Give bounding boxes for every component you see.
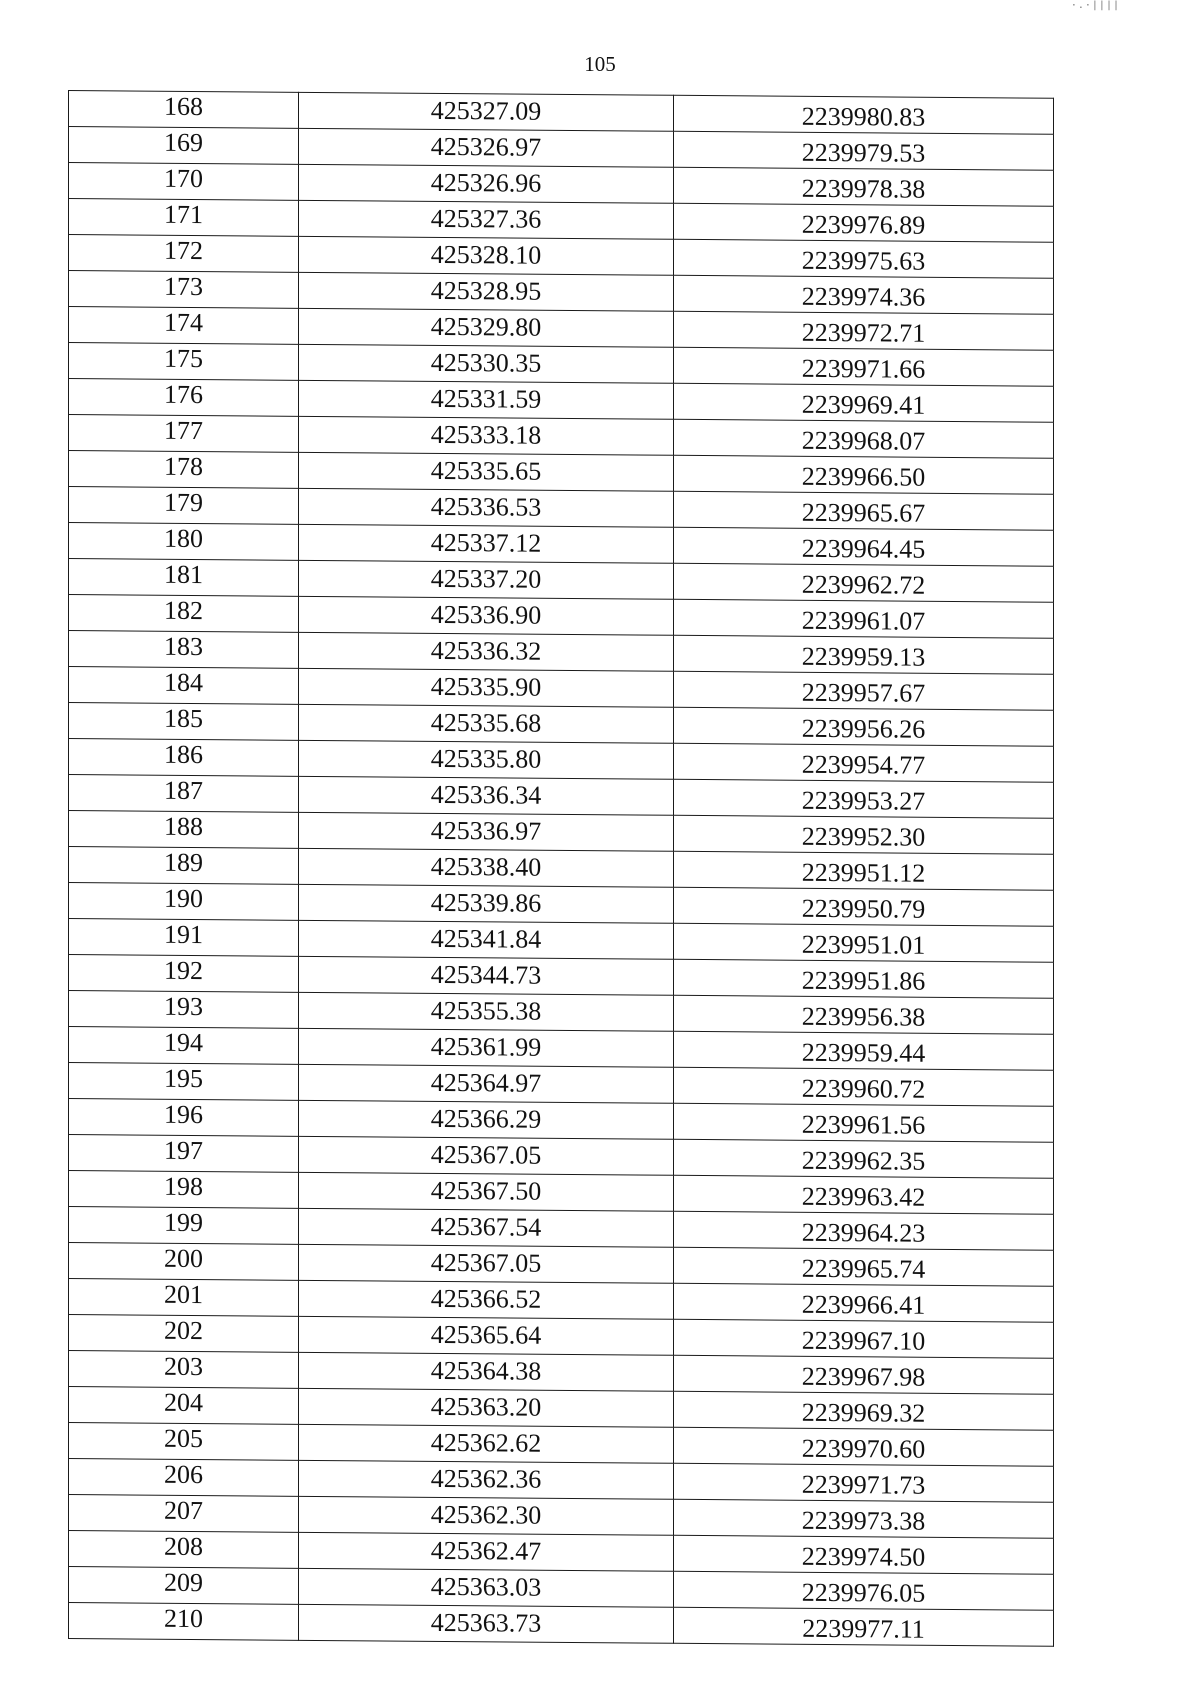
x-coordinate-cell-text: 425367.05	[430, 1139, 542, 1170]
y-coordinate-cell-text: 2239974.36	[801, 281, 926, 312]
point-number-cell-text: 204	[164, 1387, 203, 1418]
y-coordinate-cell	[674, 203, 1054, 242]
point-number-cell-text: 176	[164, 379, 203, 410]
point-number-cell-text: 189	[164, 847, 203, 878]
y-coordinate-cell	[674, 1031, 1054, 1070]
point-number-cell-text: 200	[164, 1243, 203, 1274]
x-coordinate-cell	[299, 200, 674, 239]
y-coordinate-cell-text: 2239968.07	[801, 425, 926, 456]
y-coordinate-cell	[674, 1067, 1054, 1106]
y-coordinate-cell-text: 2239966.50	[801, 461, 926, 492]
point-number-cell-text: 190	[164, 883, 203, 914]
x-coordinate-cell	[299, 596, 674, 635]
point-number-cell	[69, 919, 299, 957]
point-number-cell	[69, 91, 299, 129]
x-coordinate-cell	[299, 920, 674, 959]
y-coordinate-cell-text: 2239964.23	[801, 1217, 926, 1248]
y-coordinate-cell	[674, 599, 1054, 638]
point-number-cell	[69, 1135, 299, 1173]
point-number-cell	[69, 1063, 299, 1101]
point-number-cell	[69, 775, 299, 813]
point-number-cell	[69, 1531, 299, 1569]
point-number-cell-text: 182	[164, 595, 203, 626]
y-coordinate-cell-text: 2239956.26	[801, 713, 926, 744]
x-coordinate-cell	[299, 740, 674, 779]
y-coordinate-cell-text: 2239977.11	[802, 1613, 925, 1644]
x-coordinate-cell-text: 425367.54	[430, 1211, 542, 1242]
x-coordinate-cell-text: 425338.40	[430, 851, 542, 882]
x-coordinate-cell-text: 425335.68	[430, 707, 542, 738]
x-coordinate-cell	[299, 668, 674, 707]
point-number-cell	[69, 451, 299, 489]
x-coordinate-cell-text: 425327.36	[430, 203, 542, 234]
y-coordinate-cell-text: 2239972.71	[801, 317, 926, 348]
y-coordinate-cell-text: 2239961.07	[801, 605, 926, 636]
point-number-cell-text: 174	[164, 307, 203, 338]
point-number-cell-text: 205	[164, 1423, 203, 1454]
x-coordinate-cell	[299, 1136, 674, 1175]
point-number-cell-text: 196	[164, 1099, 203, 1130]
point-number-cell	[69, 307, 299, 345]
y-coordinate-cell-text: 2239976.05	[801, 1577, 926, 1608]
x-coordinate-cell	[299, 1604, 674, 1643]
y-coordinate-cell-text: 2239950.79	[801, 893, 926, 924]
x-coordinate-cell	[299, 632, 674, 671]
y-coordinate-cell-text: 2239960.72	[801, 1073, 926, 1104]
y-coordinate-cell	[674, 707, 1054, 746]
point-number-cell	[69, 1351, 299, 1389]
x-coordinate-cell-text: 425363.73	[430, 1607, 542, 1638]
point-number-cell	[69, 811, 299, 849]
y-coordinate-cell	[674, 131, 1054, 170]
point-number-cell	[69, 271, 299, 309]
y-coordinate-cell	[674, 1355, 1054, 1394]
point-number-cell	[69, 1459, 299, 1497]
y-coordinate-cell	[674, 1175, 1054, 1214]
y-coordinate-cell-text: 2239961.56	[801, 1109, 926, 1140]
x-coordinate-cell-text: 425339.86	[430, 887, 542, 918]
point-number-cell-text: 207	[164, 1495, 203, 1526]
x-coordinate-cell	[299, 1280, 674, 1319]
x-coordinate-cell-text: 425335.65	[430, 455, 542, 486]
point-number-cell-text: 195	[164, 1063, 203, 1094]
x-coordinate-cell-text: 425329.80	[430, 311, 542, 342]
x-coordinate-cell	[299, 1208, 674, 1247]
x-coordinate-cell	[299, 992, 674, 1031]
y-coordinate-cell	[674, 743, 1054, 782]
y-coordinate-cell	[674, 923, 1054, 962]
x-coordinate-cell-text: 425336.32	[430, 635, 542, 666]
y-coordinate-cell-text: 2239956.38	[801, 1001, 926, 1032]
x-coordinate-cell	[299, 1172, 674, 1211]
point-number-cell-text: 198	[164, 1171, 203, 1202]
coordinate-table-container	[68, 90, 1053, 1647]
y-coordinate-cell	[674, 527, 1054, 566]
point-number-cell	[69, 1171, 299, 1209]
y-coordinate-cell-text: 2239965.67	[801, 497, 926, 528]
x-coordinate-cell-text: 425328.10	[430, 239, 542, 270]
point-number-cell	[69, 1603, 299, 1641]
x-coordinate-cell-text: 425336.90	[430, 599, 542, 630]
x-coordinate-cell-text: 425336.53	[430, 491, 542, 522]
point-number-cell-text: 192	[164, 955, 203, 986]
point-number-cell-text: 186	[164, 739, 203, 770]
point-number-cell	[69, 1279, 299, 1317]
y-coordinate-cell	[674, 815, 1054, 854]
x-coordinate-cell	[299, 128, 674, 167]
x-coordinate-cell	[299, 812, 674, 851]
point-number-cell-text: 194	[164, 1027, 203, 1058]
x-coordinate-cell-text: 425333.18	[430, 419, 542, 450]
table-row	[69, 1603, 1054, 1647]
point-number-cell-text: 209	[164, 1567, 203, 1598]
x-coordinate-cell	[299, 704, 674, 743]
point-number-cell-text: 184	[164, 667, 203, 698]
y-coordinate-cell	[674, 419, 1054, 458]
y-coordinate-cell-text: 2239963.42	[801, 1181, 926, 1212]
x-coordinate-cell-text: 425328.95	[430, 275, 542, 306]
y-coordinate-cell	[674, 1571, 1054, 1610]
x-coordinate-cell-text: 425341.84	[430, 923, 542, 954]
point-number-cell-text: 201	[164, 1279, 203, 1310]
point-number-cell	[69, 595, 299, 633]
y-coordinate-cell-text: 2239975.63	[801, 245, 926, 276]
y-coordinate-cell-text: 2239959.13	[801, 641, 926, 672]
y-coordinate-cell	[674, 1607, 1054, 1646]
point-number-cell	[69, 883, 299, 921]
point-number-cell	[69, 1387, 299, 1425]
x-coordinate-cell-text: 425355.38	[430, 995, 542, 1026]
point-number-cell	[69, 1567, 299, 1605]
y-coordinate-cell	[674, 1463, 1054, 1502]
x-coordinate-cell-text: 425330.35	[430, 347, 542, 378]
y-coordinate-cell-text: 2239974.50	[801, 1541, 926, 1572]
scan-artifact-mark: ·.·||||	[1070, 0, 1120, 11]
x-coordinate-cell	[299, 236, 674, 275]
x-coordinate-cell-text: 425335.90	[430, 671, 542, 702]
point-number-cell-text: 175	[164, 343, 203, 374]
x-coordinate-cell-text: 425337.12	[430, 527, 542, 558]
x-coordinate-cell-text: 425363.20	[430, 1391, 542, 1422]
y-coordinate-cell-text: 2239966.41	[801, 1289, 926, 1320]
point-number-cell-text: 172	[164, 235, 203, 266]
y-coordinate-cell-text: 2239969.32	[801, 1397, 926, 1428]
x-coordinate-cell	[299, 380, 674, 419]
x-coordinate-cell	[299, 1316, 674, 1355]
point-number-cell-text: 197	[164, 1135, 203, 1166]
x-coordinate-cell	[299, 776, 674, 815]
point-number-cell-text: 171	[164, 199, 203, 230]
point-number-cell	[69, 163, 299, 201]
point-number-cell-text: 193	[164, 991, 203, 1022]
point-number-cell-text: 210	[164, 1603, 203, 1634]
x-coordinate-cell-text: 425331.59	[430, 383, 542, 414]
point-number-cell	[69, 991, 299, 1029]
y-coordinate-cell-text: 2239954.77	[801, 749, 926, 780]
x-coordinate-cell	[299, 416, 674, 455]
x-coordinate-cell-text: 425364.97	[430, 1067, 542, 1098]
x-coordinate-cell-text: 425366.52	[430, 1283, 542, 1314]
point-number-cell-text: 185	[164, 703, 203, 734]
x-coordinate-cell-text: 425365.64	[430, 1319, 542, 1350]
y-coordinate-cell-text: 2239971.73	[801, 1469, 926, 1500]
point-number-cell-text: 187	[164, 775, 203, 806]
x-coordinate-cell	[299, 1100, 674, 1139]
x-coordinate-cell	[299, 308, 674, 347]
x-coordinate-cell-text: 425361.99	[430, 1031, 542, 1062]
x-coordinate-cell-text: 425363.03	[430, 1571, 542, 1602]
point-number-cell-text: 181	[164, 559, 203, 590]
y-coordinate-cell-text: 2239967.98	[801, 1361, 926, 1392]
point-number-cell	[69, 343, 299, 381]
y-coordinate-cell	[674, 455, 1054, 494]
y-coordinate-cell	[674, 347, 1054, 386]
x-coordinate-cell-text: 425367.05	[430, 1247, 542, 1278]
x-coordinate-cell	[299, 1388, 674, 1427]
y-coordinate-cell-text: 2239969.41	[801, 389, 926, 420]
x-coordinate-cell-text: 425366.29	[430, 1103, 542, 1134]
point-number-cell	[69, 739, 299, 777]
x-coordinate-cell	[299, 560, 674, 599]
y-coordinate-cell	[674, 1211, 1054, 1250]
x-coordinate-cell	[299, 92, 674, 131]
y-coordinate-cell	[674, 491, 1054, 530]
point-number-cell	[69, 523, 299, 561]
point-number-cell-text: 199	[164, 1207, 203, 1238]
point-number-cell	[69, 1423, 299, 1461]
point-number-cell-text: 178	[164, 451, 203, 482]
point-number-cell	[69, 1495, 299, 1533]
y-coordinate-cell	[674, 1427, 1054, 1466]
y-coordinate-cell	[674, 851, 1054, 890]
point-number-cell	[69, 487, 299, 525]
point-number-cell-text: 203	[164, 1351, 203, 1382]
y-coordinate-cell-text: 2239980.83	[801, 101, 926, 132]
point-number-cell	[69, 379, 299, 417]
y-coordinate-cell	[674, 95, 1054, 134]
point-number-cell-text: 206	[164, 1459, 203, 1490]
point-number-cell	[69, 847, 299, 885]
x-coordinate-cell-text: 425362.62	[430, 1427, 542, 1458]
y-coordinate-cell	[674, 671, 1054, 710]
y-coordinate-cell	[674, 1535, 1054, 1574]
point-number-cell-text: 191	[164, 919, 203, 950]
point-number-cell-text: 169	[164, 127, 203, 158]
y-coordinate-cell-text: 2239962.72	[801, 569, 926, 600]
y-coordinate-cell-text: 2239951.01	[801, 929, 926, 960]
x-coordinate-cell-text: 425326.97	[430, 131, 542, 162]
y-coordinate-cell-text: 2239952.30	[801, 821, 926, 852]
point-number-cell-text: 202	[164, 1315, 203, 1346]
x-coordinate-cell-text: 425327.09	[430, 95, 542, 126]
point-number-cell	[69, 1099, 299, 1137]
y-coordinate-cell-text: 2239979.53	[801, 137, 926, 168]
y-coordinate-cell-text: 2239957.67	[801, 677, 926, 708]
x-coordinate-cell	[299, 452, 674, 491]
x-coordinate-cell	[299, 1028, 674, 1067]
x-coordinate-cell	[299, 848, 674, 887]
y-coordinate-cell	[674, 1283, 1054, 1322]
y-coordinate-cell	[674, 1391, 1054, 1430]
y-coordinate-cell	[674, 1499, 1054, 1538]
y-coordinate-cell	[674, 311, 1054, 350]
y-coordinate-cell-text: 2239953.27	[801, 785, 926, 816]
y-coordinate-cell-text: 2239971.66	[801, 353, 926, 384]
point-number-cell	[69, 127, 299, 165]
point-number-cell-text: 168	[164, 91, 203, 122]
y-coordinate-cell	[674, 1247, 1054, 1286]
x-coordinate-cell	[299, 344, 674, 383]
y-coordinate-cell	[674, 779, 1054, 818]
x-coordinate-cell-text: 425337.20	[430, 563, 542, 594]
y-coordinate-cell-text: 2239976.89	[801, 209, 926, 240]
point-number-cell	[69, 955, 299, 993]
point-number-cell-text: 180	[164, 523, 203, 554]
point-number-cell	[69, 1027, 299, 1065]
y-coordinate-cell	[674, 383, 1054, 422]
y-coordinate-cell-text: 2239978.38	[801, 173, 926, 204]
x-coordinate-cell-text: 425336.97	[430, 815, 542, 846]
y-coordinate-cell	[674, 167, 1054, 206]
x-coordinate-cell-text: 425336.34	[430, 779, 542, 810]
point-number-cell	[69, 631, 299, 669]
point-number-cell-text: 170	[164, 163, 203, 194]
y-coordinate-cell	[674, 635, 1054, 674]
y-coordinate-cell-text: 2239973.38	[801, 1505, 926, 1536]
x-coordinate-cell-text: 425367.50	[430, 1175, 542, 1206]
point-number-cell	[69, 1315, 299, 1353]
x-coordinate-cell	[299, 164, 674, 203]
y-coordinate-cell-text: 2239951.86	[801, 965, 926, 996]
point-number-cell-text: 173	[164, 271, 203, 302]
x-coordinate-cell-text: 425344.73	[430, 959, 542, 990]
point-number-cell	[69, 199, 299, 237]
y-coordinate-cell-text: 2239965.74	[801, 1253, 926, 1284]
y-coordinate-cell	[674, 563, 1054, 602]
y-coordinate-cell-text: 2239951.12	[801, 857, 926, 888]
y-coordinate-cell-text: 2239964.45	[801, 533, 926, 564]
x-coordinate-cell-text: 425362.47	[430, 1535, 542, 1566]
page-number: 105	[584, 52, 616, 76]
point-number-cell	[69, 559, 299, 597]
point-number-cell-text: 208	[164, 1531, 203, 1562]
coordinate-table	[68, 90, 1054, 1647]
point-number-cell-text: 179	[164, 487, 203, 518]
y-coordinate-cell-text: 2239959.44	[801, 1037, 926, 1068]
x-coordinate-cell	[299, 1568, 674, 1607]
point-number-cell-text: 177	[164, 415, 203, 446]
x-coordinate-cell	[299, 1496, 674, 1535]
x-coordinate-cell	[299, 1424, 674, 1463]
y-coordinate-cell	[674, 1103, 1054, 1142]
point-number-cell	[69, 415, 299, 453]
x-coordinate-cell	[299, 1460, 674, 1499]
x-coordinate-cell	[299, 1064, 674, 1103]
x-coordinate-cell-text: 425364.38	[430, 1355, 542, 1386]
x-coordinate-cell	[299, 272, 674, 311]
y-coordinate-cell	[674, 959, 1054, 998]
x-coordinate-cell	[299, 1352, 674, 1391]
y-coordinate-cell-text: 2239967.10	[801, 1325, 926, 1356]
point-number-cell	[69, 235, 299, 273]
y-coordinate-cell	[674, 887, 1054, 926]
y-coordinate-cell	[674, 995, 1054, 1034]
y-coordinate-cell-text: 2239970.60	[801, 1433, 926, 1464]
y-coordinate-cell	[674, 1319, 1054, 1358]
point-number-cell	[69, 1207, 299, 1245]
x-coordinate-cell	[299, 1532, 674, 1571]
x-coordinate-cell	[299, 524, 674, 563]
y-coordinate-cell	[674, 239, 1054, 278]
point-number-cell-text: 183	[164, 631, 203, 662]
x-coordinate-cell	[299, 884, 674, 923]
x-coordinate-cell	[299, 956, 674, 995]
x-coordinate-cell-text: 425335.80	[430, 743, 542, 774]
point-number-cell	[69, 667, 299, 705]
point-number-cell	[69, 1243, 299, 1281]
x-coordinate-cell-text: 425326.96	[430, 167, 542, 198]
x-coordinate-cell	[299, 1244, 674, 1283]
y-coordinate-cell	[674, 275, 1054, 314]
y-coordinate-cell-text: 2239962.35	[801, 1145, 926, 1176]
x-coordinate-cell	[299, 488, 674, 527]
x-coordinate-cell-text: 425362.36	[430, 1463, 542, 1494]
x-coordinate-cell-text: 425362.30	[430, 1499, 542, 1530]
coordinate-table-body	[69, 91, 1054, 1647]
y-coordinate-cell	[674, 1139, 1054, 1178]
point-number-cell	[69, 703, 299, 741]
point-number-cell-text: 188	[164, 811, 203, 842]
